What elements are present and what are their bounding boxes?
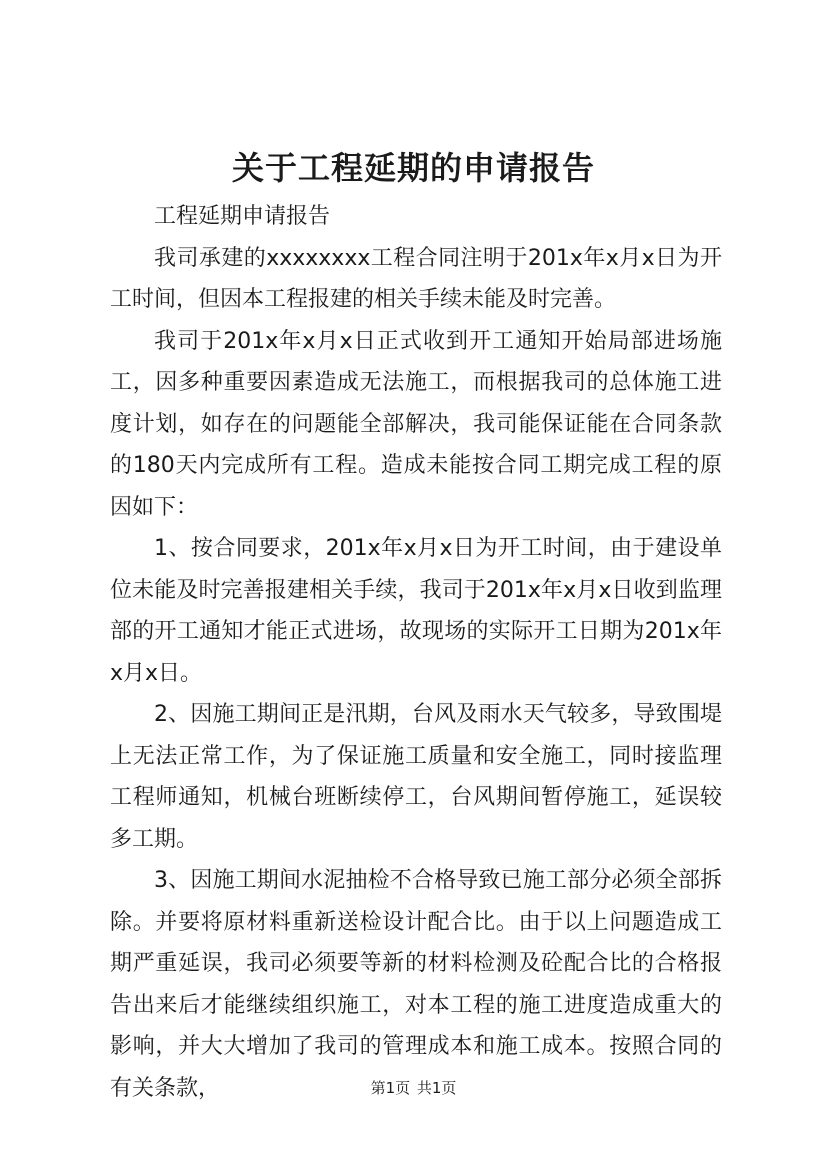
document-subtitle: 工程延期申请报告 bbox=[154, 204, 331, 229]
paragraph-2: 我司于201x年x月x日正式收到开工通知开始局部进场施工，因多种重要因素造成无法施工，而根据我司的总体施工进度计划，如存在的问题能全部解决，我司能保证能在合同条款的180天内完成所有工程。造成未能按合同工期完成工程的原因如下： bbox=[110, 328, 722, 520]
document-title: 关于工程延期的申请报告 bbox=[231, 149, 595, 187]
page-footer: 第1页 共1页 bbox=[370, 1079, 457, 1097]
paragraph-1: 我司承建的xxxxxxxx工程合同注明于201x年x月x日为开工时间，但因本工程报建的相关手续未能及时完善。 bbox=[110, 245, 722, 312]
paragraph-5: 3、因施工期间水泥抽检不合格导致已施工部分必须全部拆除。并要将原材料重新送检设计配合比。由于以上问题造成工期严重延误，我司必须要等新的材料检测及砼配合比的合格报告出来后才能继续组织施工，对本工程的施工进度造成重大的影响，并大大增加了我司的管理成本和施工成本。按照合同的有关条款， bbox=[110, 868, 722, 1101]
paragraph-4: 2、因施工期间正是汛期，台风及雨水天气较多，导致围堤上无法正常工作，为了保证施工质量和安全施工，同时接监理工程师通知，机械台班断续停工，台风期间暂停施工，延误较多工期。 bbox=[110, 702, 722, 852]
document-body bbox=[110, 196, 722, 1109]
paragraph-3: 1、按合同要求，201x年x月x日为开工时间，由于建设单位未能及时完善报建相关手续，我司于201x年x月x日收到监理部的开工通知才能正式进场，故现场的实际开工日期为201x年x月x日。 bbox=[110, 536, 722, 686]
